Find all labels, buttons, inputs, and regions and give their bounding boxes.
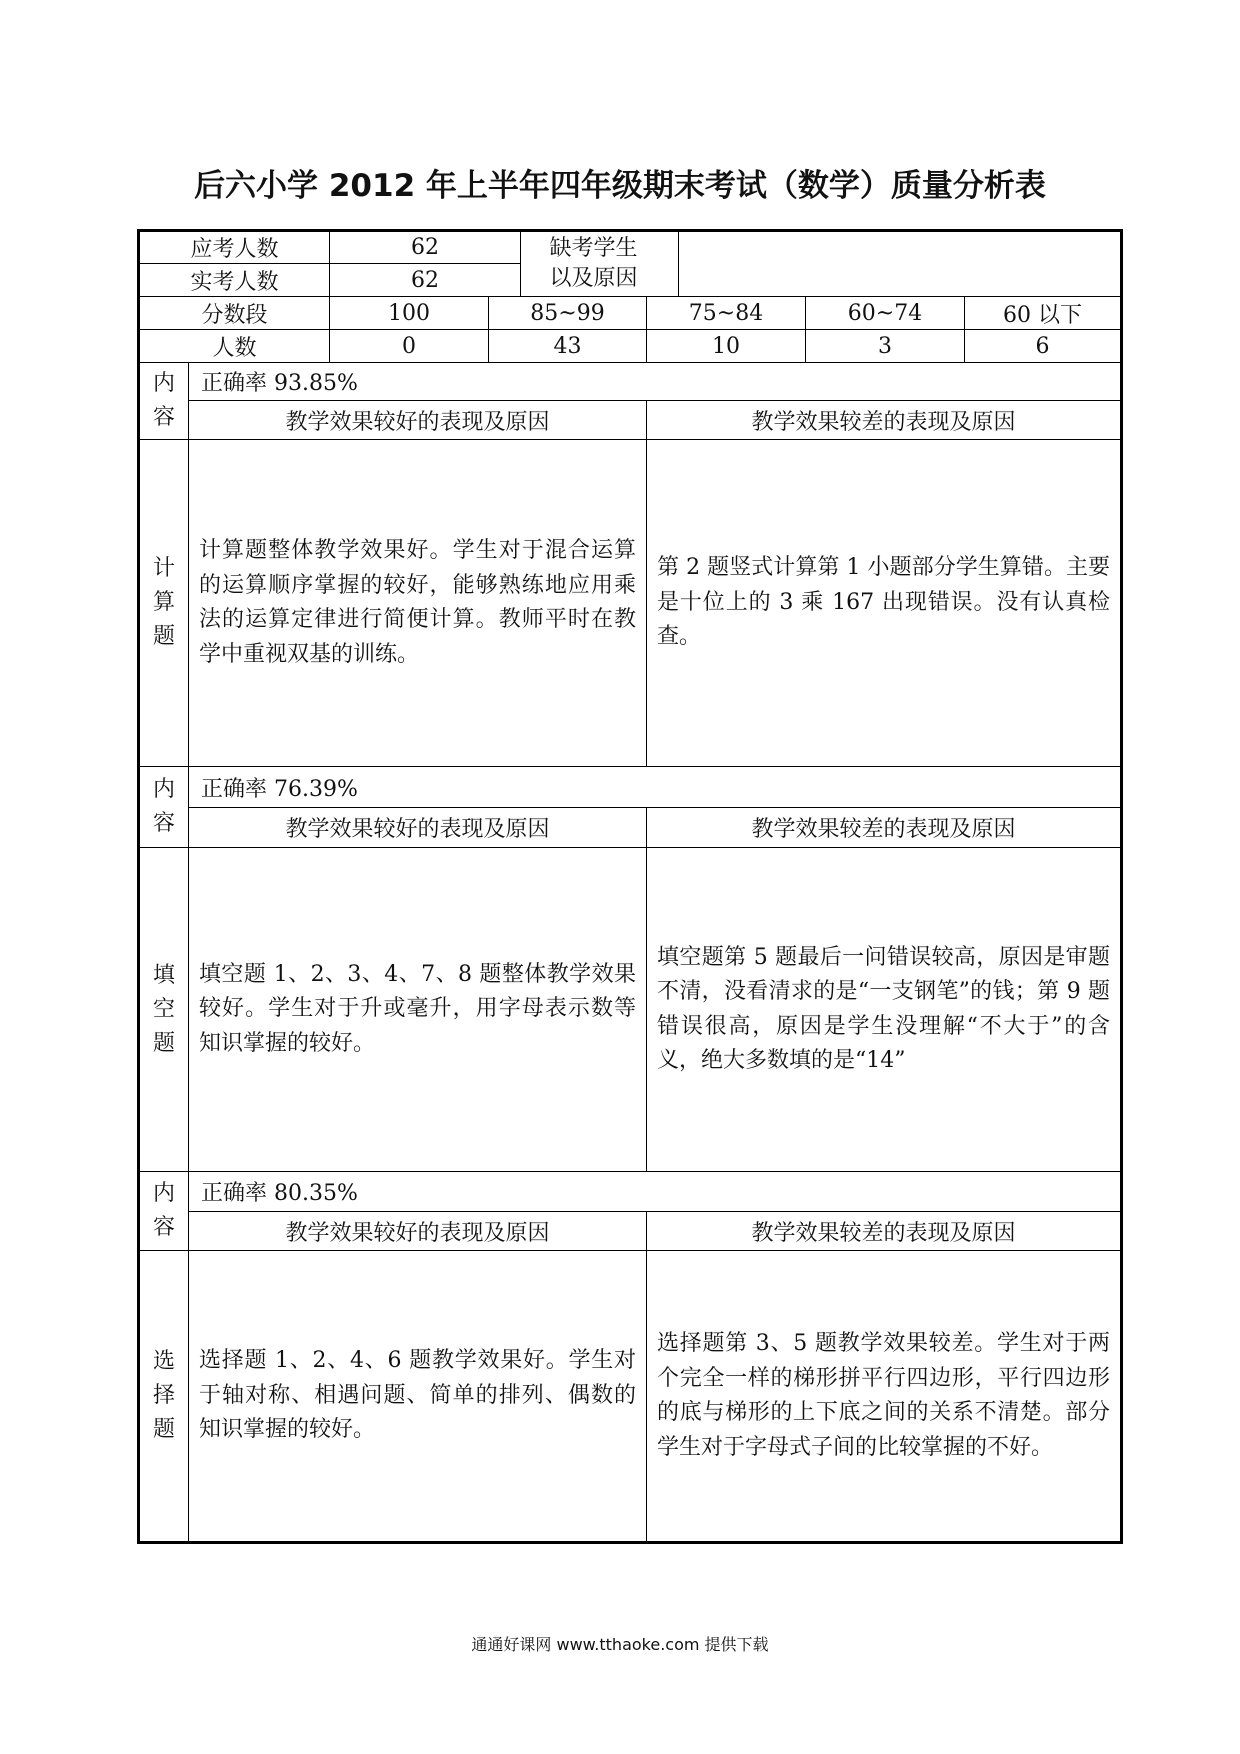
count-75-84: 10 — [647, 330, 806, 363]
score-band-100: 100 — [330, 297, 489, 330]
section-3-name: 选 择 题 — [139, 1251, 189, 1543]
section-2-rate: 正确率 76.39% — [189, 767, 1122, 808]
score-band-85-99: 85~99 — [489, 297, 647, 330]
count-below-60: 6 — [965, 330, 1122, 363]
absent-students-label — [521, 231, 679, 297]
actual-count-value: 62 — [330, 264, 521, 297]
section-3-good-text: 选择题 1、2、4、6 题教学效果好。学生对于轴对称、相遇问题、简单的排列、偶数的知识掌握的较好。 — [189, 1251, 647, 1543]
section-3-good-header: 教学效果较好的表现及原因 — [189, 1212, 647, 1251]
section-2-name: 填 空 题 — [139, 848, 189, 1172]
section-2-good-text: 填空题 1、2、3、4、7、8 题整体教学效果较好。学生对于升或毫升，用字母表示数等知识掌握的较好。 — [189, 848, 647, 1172]
section-1-content-label: 内 容 — [139, 363, 189, 440]
footer-source: 通通好课网 www.tthaoke.com 提供下载 — [471, 1635, 769, 1654]
count-100: 0 — [330, 330, 489, 363]
section-3-content-label: 内 容 — [139, 1172, 189, 1251]
section-1-good-header: 教学效果较好的表现及原因 — [189, 401, 647, 440]
section-3-rate: 正确率 80.35% — [189, 1172, 1122, 1212]
section-1-good-text: 计算题整体教学效果好。学生对于混合运算的运算顺序掌握的较好，能够熟练地应用乘法的运算定律进行简便计算。教师平时在教学中重视双基的训练。 — [189, 440, 647, 767]
section-2-bad-text: 填空题第 5 题最后一问错误较高，原因是审题不清，没看清求的是“一支钢笔”的钱；第 9 题错误很高，原因是学生没理解“不大于”的含义，绝大多数填的是“14” — [647, 848, 1122, 1172]
section-1-bad-text: 第 2 题竖式计算第 1 小题部分学生算错。主要是十位上的 3 乘 167 出现错误。没有认真检查。 — [647, 440, 1122, 767]
score-band-75-84: 75~84 — [647, 297, 806, 330]
page-title: 后六小学 2012 年上半年四年级期末考试（数学）质量分析表 — [194, 168, 1046, 204]
actual-count-label: 实考人数 — [139, 264, 330, 297]
section-2-content-label: 内 容 — [139, 767, 189, 848]
absent-students-value — [679, 231, 1122, 297]
section-1-name: 计 算 题 — [139, 440, 189, 767]
score-band-60-74: 60~74 — [806, 297, 965, 330]
student-count-label: 人数 — [139, 330, 330, 363]
expected-count-label: 应考人数 — [139, 231, 330, 264]
section-1-rate: 正确率 93.85% — [189, 363, 1122, 401]
absent-students-label-text: 缺考学生以及原因 — [549, 236, 638, 291]
count-60-74: 3 — [806, 330, 965, 363]
score-band-label: 分数段 — [139, 297, 330, 330]
section-3-bad-text: 选择题第 3、5 题教学效果较差。学生对于两个完全一样的梯形拼平行四边形，平行四边形的底与梯形的上下底之间的关系不清楚。部分学生对于字母式子间的比较掌握的不好。 — [647, 1251, 1122, 1543]
section-2-bad-header: 教学效果较差的表现及原因 — [647, 808, 1122, 848]
section-3-bad-header: 教学效果较差的表现及原因 — [647, 1212, 1122, 1251]
expected-count-value: 62 — [330, 231, 521, 264]
section-1-bad-header: 教学效果较差的表现及原因 — [647, 401, 1122, 440]
count-85-99: 43 — [489, 330, 647, 363]
quality-analysis-table — [137, 229, 1123, 1544]
score-band-below-60: 60 以下 — [965, 297, 1122, 330]
section-2-good-header: 教学效果较好的表现及原因 — [189, 808, 647, 848]
